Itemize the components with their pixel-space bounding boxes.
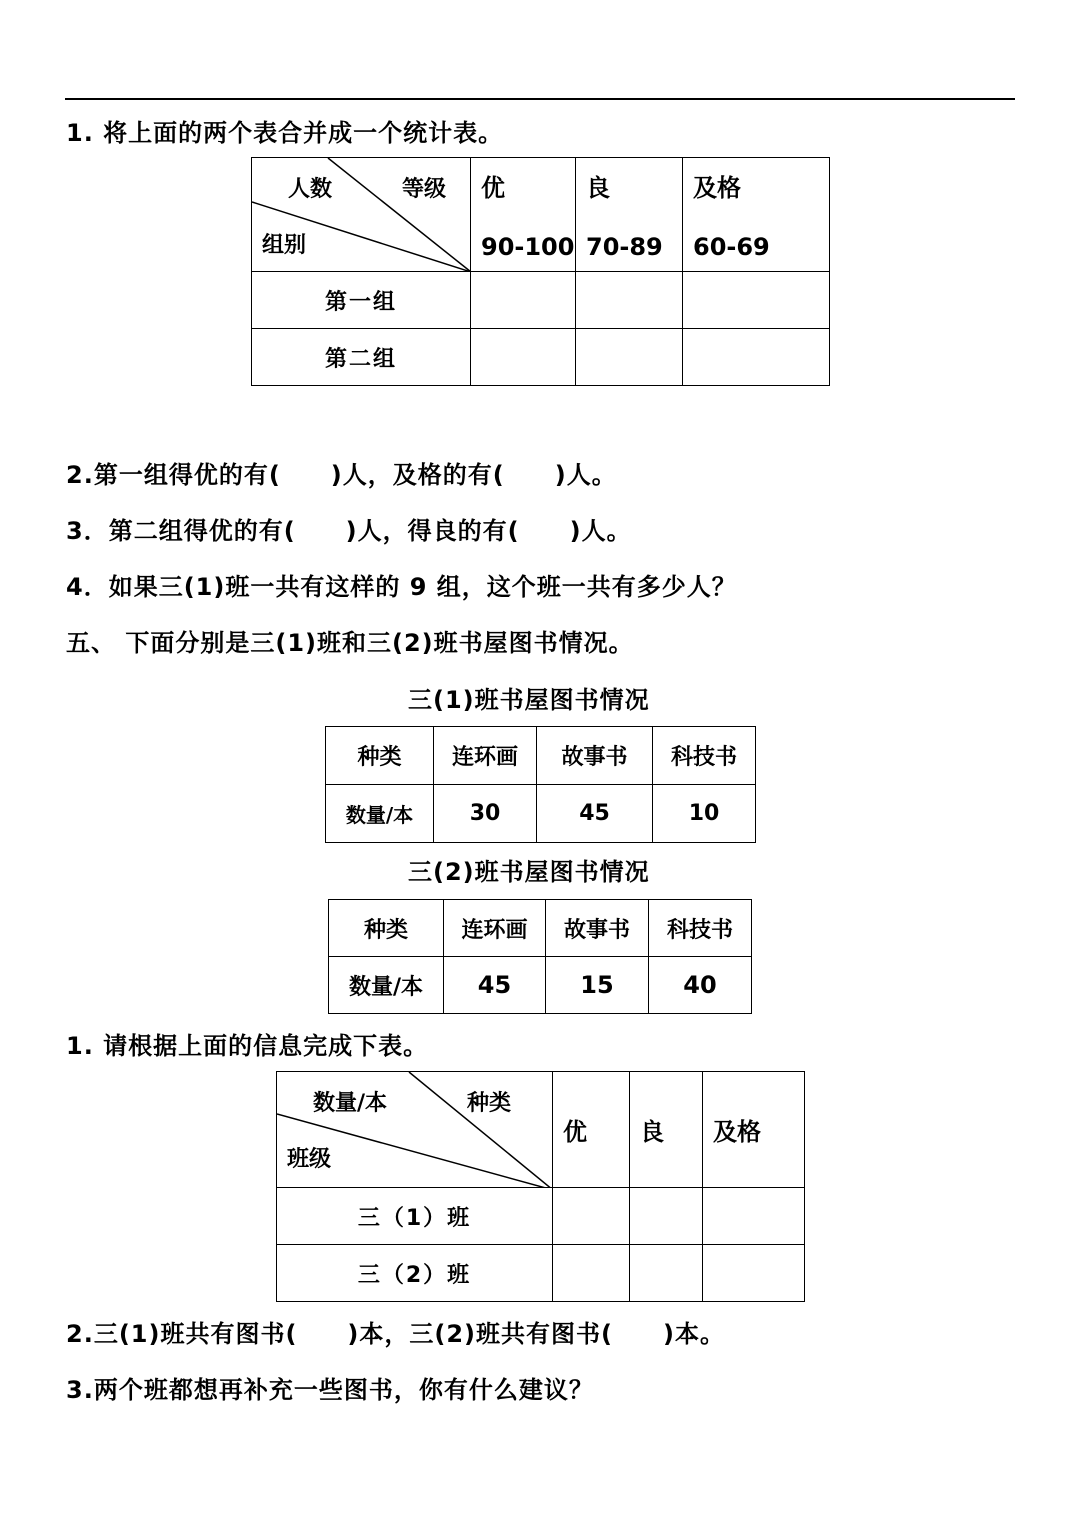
class-books-summary-table — [276, 1071, 805, 1302]
diag-label-category: 种类 — [467, 1091, 512, 1116]
header-comics: 连环画 — [444, 900, 546, 957]
section-5-heading: 五、 下面分别是三(1)班和三(2)班书屋图书情况。 — [66, 629, 634, 657]
question-1-title: 1. 将上面的两个表合并成一个统计表。 — [66, 119, 504, 147]
value-storybooks: 45 — [537, 785, 653, 843]
diag-label-grade: 等级 — [402, 177, 447, 202]
class-1-books-table — [325, 726, 756, 843]
blank-cell[interactable] — [576, 272, 683, 329]
blank-cell[interactable] — [703, 1188, 805, 1245]
diagonal-header-cell — [277, 1072, 553, 1188]
question-4: 4．如果三(1)班一共有这样的 9 组，这个班一共有多少人？ — [66, 573, 737, 601]
blank-cell[interactable] — [576, 329, 683, 386]
diag-label-count: 人数 — [288, 177, 333, 202]
question-2: 2.第一组得优的有( )人，及格的有( )人。 — [66, 461, 617, 489]
header-excellent: 优 90-100 — [471, 158, 576, 272]
blank-cell[interactable] — [630, 1245, 703, 1302]
header-comics: 连环画 — [434, 727, 537, 785]
diag-label-quantity: 数量/本 — [313, 1091, 388, 1116]
diag-label-class: 班级 — [287, 1147, 332, 1172]
header-pass: 及格 60-69 — [683, 158, 830, 272]
blank-cell[interactable] — [553, 1188, 630, 1245]
value-comics: 45 — [444, 957, 546, 1014]
score-summary-table — [251, 157, 830, 386]
row-label-quantity: 数量/本 — [326, 785, 434, 843]
blank-cell[interactable] — [703, 1245, 805, 1302]
blank-cell[interactable] — [553, 1245, 630, 1302]
header-good: 良 — [630, 1072, 703, 1188]
blank-cell[interactable] — [630, 1188, 703, 1245]
diagonal-header-cell — [252, 158, 471, 272]
header-category: 种类 — [326, 727, 434, 785]
value-comics: 30 — [434, 785, 537, 843]
header-excellent: 优 — [553, 1072, 630, 1188]
value-storybooks: 15 — [546, 957, 649, 1014]
header-storybooks: 故事书 — [537, 727, 653, 785]
header-storybooks: 故事书 — [546, 900, 649, 957]
question-5-3: 3.两个班都想再补充一些图书，你有什么建议？ — [66, 1376, 594, 1404]
class-2-books-table — [328, 899, 752, 1014]
blank-cell[interactable] — [683, 272, 830, 329]
blank-cell[interactable] — [471, 272, 576, 329]
row-label-class-1: 三（1）班 — [277, 1188, 553, 1245]
header-good: 良 70-89 — [576, 158, 683, 272]
value-science-books: 40 — [649, 957, 752, 1014]
question-5-1: 1. 请根据上面的信息完成下表。 — [66, 1032, 429, 1060]
question-5-2: 2.三(1)班共有图书( )本，三(2)班共有图书( )本。 — [66, 1320, 725, 1348]
row-label-group-1: 第一组 — [252, 272, 471, 329]
row-label-class-2: 三（2）班 — [277, 1245, 553, 1302]
row-label-group-2: 第二组 — [252, 329, 471, 386]
value-science-books: 10 — [653, 785, 756, 843]
class-1-table-title: 三(1)班书屋图书情况 — [408, 686, 650, 714]
blank-cell[interactable] — [471, 329, 576, 386]
blank-cell[interactable] — [683, 329, 830, 386]
question-3: 3．第二组得优的有( )人，得良的有( )人。 — [66, 517, 632, 545]
class-2-table-title: 三(2)班书屋图书情况 — [408, 858, 650, 886]
header-science-books: 科技书 — [653, 727, 756, 785]
header-science-books: 科技书 — [649, 900, 752, 957]
row-label-quantity: 数量/本 — [329, 957, 444, 1014]
header-category: 种类 — [329, 900, 444, 957]
diag-label-group: 组别 — [262, 233, 307, 258]
header-pass: 及格 — [703, 1072, 805, 1188]
top-rule — [65, 98, 1015, 100]
